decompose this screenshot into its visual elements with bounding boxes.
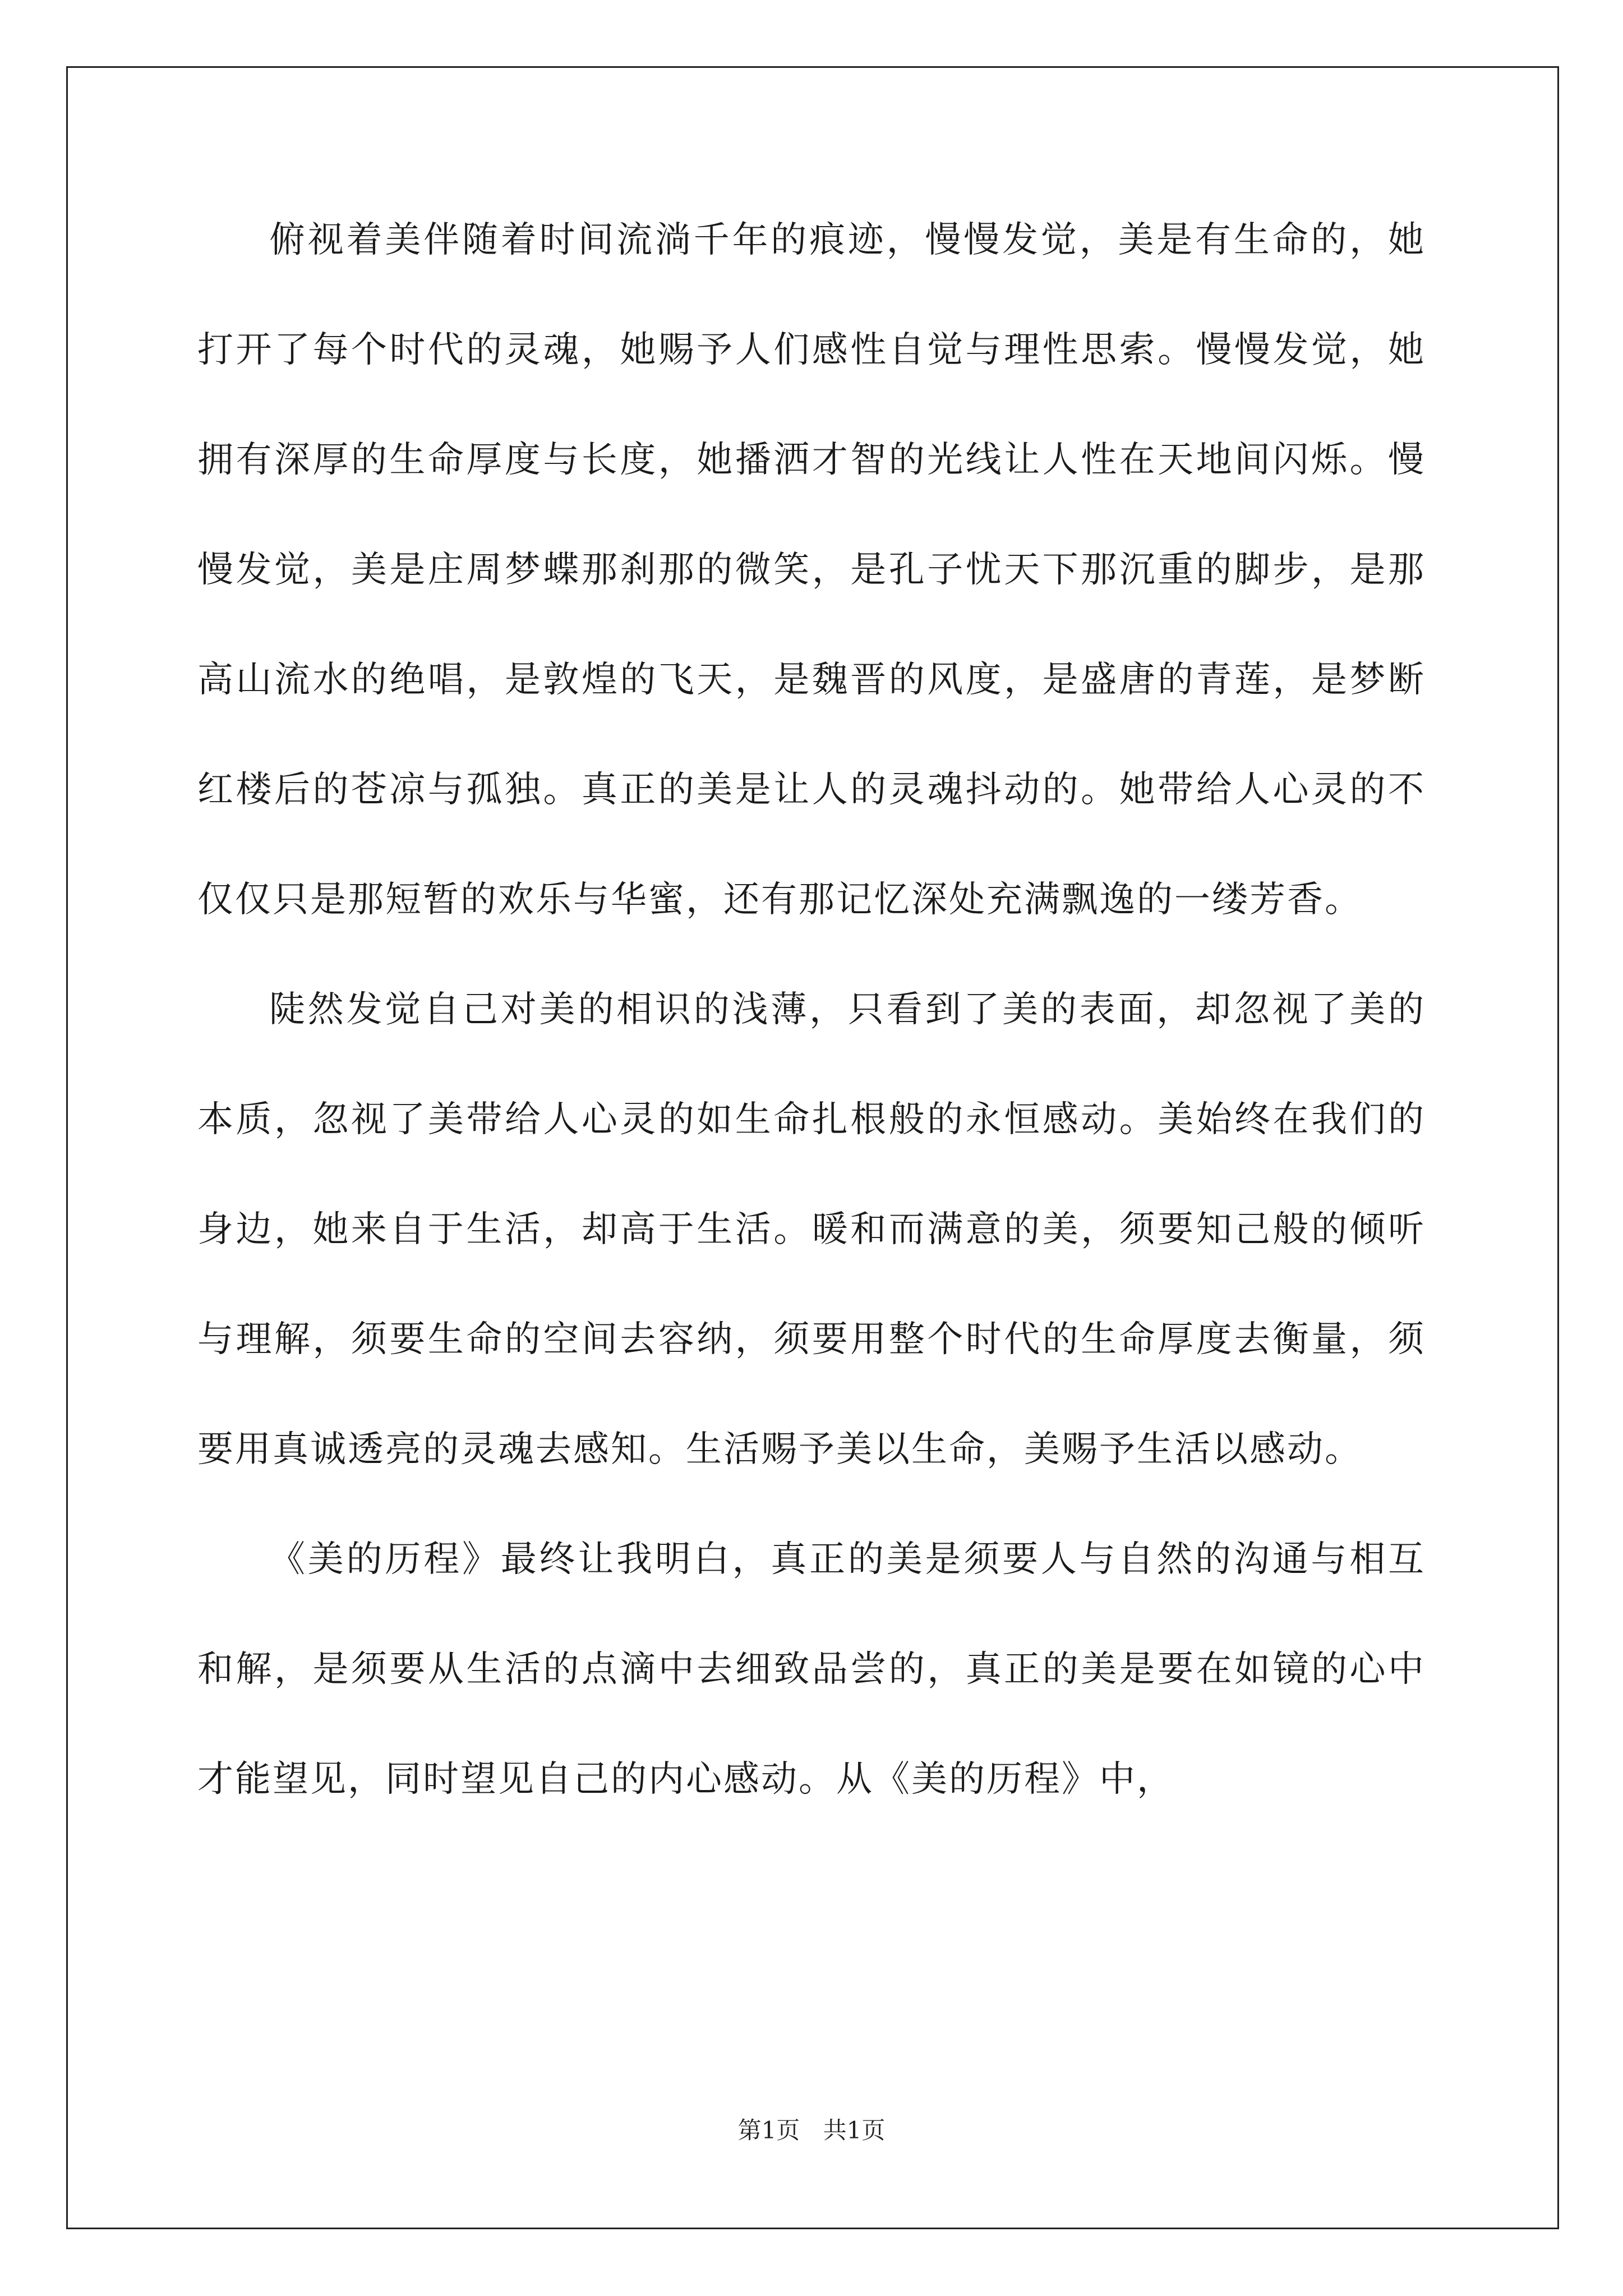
paragraph-2: 陡然发觉自己对美的相识的浅薄，只看到了美的表面，却忽视了美的本质，忽视了美带给人心灵的如生命扎根般的永恒感动。美始终在我们的身边，她来自于生活，却高于生活。暖和而满意的美，须要知己般的倾听与理解，须要生命的空间去容纳，须要用整个时代的生命厚度去衡量，须要用真诚透亮的灵魂去感知。生活赐予美以生命，美赐予生活以感动。 — [197, 989, 1426, 1470]
paragraph-3: 《美的历程》最终让我明白，真正的美是须要人与自然的沟通与相互和解，是须要从生活的点滴中去细致品尝的，真正的美是要在如镜的心中才能望见，同时望见自己的内心感动。从《美的历程》中， — [197, 1539, 1426, 1800]
document-body — [197, 185, 1426, 1834]
page-total: 共1页 — [823, 2116, 886, 2144]
paragraph-1: 俯视着美伴随着时间流淌千年的痕迹，慢慢发觉，美是有生命的，她打开了每个时代的灵魂，她赐予人们感性自觉与理性思索。慢慢发觉，她拥有深厚的生命厚度与长度，她播洒才智的光线让人性在天地间闪烁。慢慢发觉，美是庄周梦蝶那刹那的微笑，是孔子忧天下那沉重的脚步，是那高山流水的绝唱，是敦煌的飞天，是魏晋的风度，是盛唐的青莲，是梦断红楼后的苍凉与孤独。真正的美是让人的灵魂抖动的。她带给人心灵的不仅仅只是那短暂的欢乐与华蜜，还有那记忆深处充满飘逸的一缕芳香。 — [197, 219, 1426, 921]
page-number: 第1页 — [737, 2116, 800, 2144]
page-footer — [0, 2112, 1623, 2146]
